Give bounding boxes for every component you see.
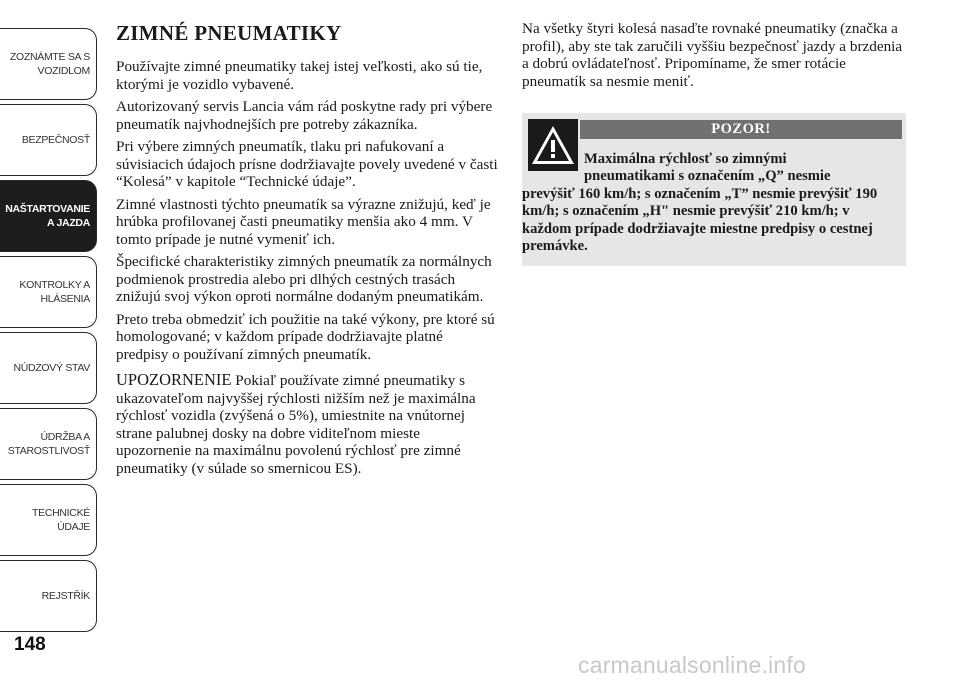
warning-rest: prevýšiť 160 km/h; s označením „T” nesmie prevýšiť 190 km/h; s označením „H" nesmie prevýšiť 210 km/h; v každom prípade dodržiavajte miestne predpisy o cestnej premávke. bbox=[522, 185, 878, 255]
watermark: carmanualsonline.info bbox=[578, 652, 806, 678]
note-paragraph bbox=[116, 371, 498, 477]
paragraph: Autorizovaný servis Lancia vám rád poskytne rady pri výbere pneumatík najvhodnejších pre potreby zákazníka. bbox=[116, 98, 493, 133]
tab-nudzovy-stav[interactable]: NÚDZOVÝ STAV bbox=[0, 332, 97, 404]
warning-text bbox=[522, 151, 900, 255]
tab-bezpecnost[interactable]: BEZPEČNOSŤ bbox=[0, 104, 97, 176]
paragraph: Na všetky štyri kolesá nasaďte rovnaké pneumatiky (značka a profil), aby ste tak zaručili vyššiu bezpečnosť jazdy a brzdenia a dobrú ovládateľnosť. Pripomíname, že smer rotácie pneumatík sa nesmie meniť. bbox=[522, 20, 903, 90]
paragraph: Používajte zimné pneumatiky takej istej veľkosti, ako sú tie, ktorými je vozidlo vybavené. bbox=[116, 58, 483, 93]
tab-technicke-udaje[interactable]: TECHNICKÉ ÚDAJE bbox=[0, 484, 97, 556]
paragraph: Špecifické charakteristiky zimných pneumatík za normálnych podmienok prostredia alebo pri dlhých cestných trasách znižujú svoj výkon oproti normálne dodaným pneumatikám. bbox=[116, 253, 492, 305]
tab-nastartovanie-a-jazda[interactable]: NAŠTARTOVANIE A JAZDA bbox=[0, 180, 97, 252]
tab-kontrolky-a-hlasenia[interactable]: KONTROLKY A HLÁSENIA bbox=[0, 256, 97, 328]
warning-line-1: Maximálna rýchlosť so zimnými bbox=[584, 151, 787, 167]
paragraph: Preto treba obmedziť ich použitie na také výkony, pre ktoré sú homologované; v každom prípade dodržiavajte platné predpisy o používaní zimných pneumatík. bbox=[116, 310, 495, 363]
tab-zoznamte-sa-s-vozidlom[interactable]: ZOZNÁMTE SA S VOZIDLOM bbox=[0, 28, 97, 100]
paragraph: Pri výbere zimných pneumatík, tlaku pri nafukovaní a súvisiacich údajoch prísne dodržiavajte povely uvedené v časti “Kolesá” v kapitole “Technické údaje”. bbox=[116, 138, 498, 190]
tab-udrzba-a-starostlivost[interactable]: ÚDRŽBA A STAROSTLIVOSŤ bbox=[0, 408, 97, 480]
right-column bbox=[522, 20, 907, 95]
note-text: Pokiaľ používate zimné pneumatiky s ukazovateľom najvyššej rýchlosti nižším než je maximálna rýchlosť vozidla (zvýšená o 5%), umiestnite na vnútornej strane palubnej dosky na dobre viditeľnom mieste upozornenie na maximálnu povolenú rýchlosť pre zimné pneumatiky (v súlade so smernicou ES). bbox=[116, 372, 476, 477]
page-number: 148 bbox=[14, 634, 46, 655]
note-label: UPOZORNENIE bbox=[116, 370, 232, 389]
tab-rejstrik[interactable]: REJSTŘÍK bbox=[0, 560, 97, 632]
warning-box bbox=[522, 113, 906, 266]
paragraph: Zimné vlastnosti týchto pneumatík sa výrazne znižujú, keď je hrúbka profilovanej časti pneumatiky menšia ako 4 mm. V tomto prípade je nutné vymeniť ich. bbox=[116, 195, 491, 248]
section-title: ZIMNÉ PNEUMATIKY bbox=[116, 21, 342, 45]
left-column bbox=[116, 20, 498, 482]
warning-line-2: pneumatikami s označením „Q” nesmie bbox=[584, 168, 831, 185]
warning-header: POZOR! bbox=[580, 120, 902, 139]
